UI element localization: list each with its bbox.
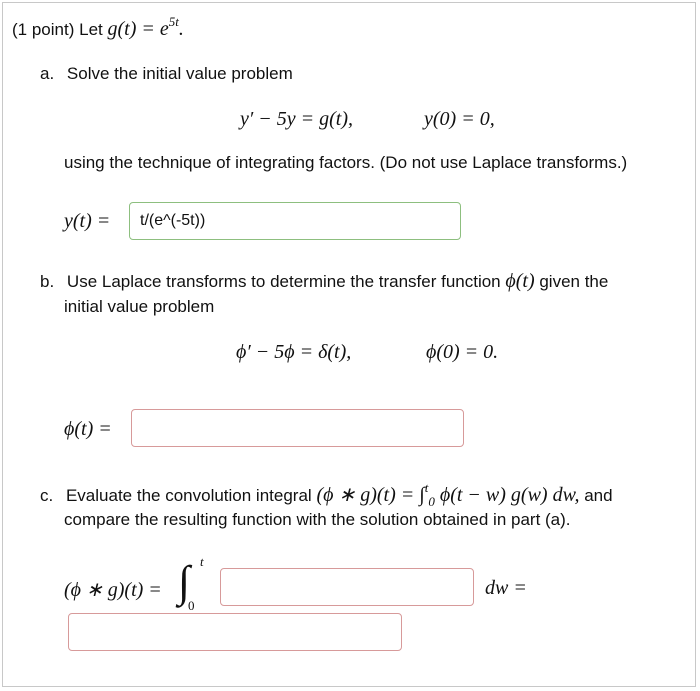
problem-header [12, 14, 184, 41]
dw-label: dw = [485, 577, 527, 599]
part-a-answer-label: y(t) = [64, 210, 111, 232]
part-b-answer-input[interactable] [131, 409, 464, 447]
part-c-letter: c. [40, 486, 54, 505]
convolution-definition: (ϕ ∗ g)(t) = ∫$^t_0$ ϕ(t − w) g(w) dw, [316, 480, 580, 509]
part-b-letter: b. [40, 272, 55, 291]
points-label: (1 point) [12, 20, 75, 39]
integral-sign: ∫ [178, 557, 191, 606]
g-definition: $g(t) = e^{5t}$. [107, 14, 184, 40]
part-a-initial-condition: y(0) = 0, [424, 108, 495, 130]
phi-of-t: ϕ(t) [505, 270, 535, 292]
part-c-integrand-input[interactable] [220, 568, 474, 606]
part-c-prompt-line2: compare the resulting function with the solution obtained in part (a). [64, 510, 571, 529]
part-b-prompt-line2: initial value problem [64, 297, 215, 316]
part-a-letter: a. [40, 64, 55, 83]
part-a-note: using the technique of integrating factors. (Do not use Laplace transforms.) [64, 153, 628, 172]
part-a-prompt [40, 64, 293, 84]
part-c-result-input[interactable] [68, 613, 402, 651]
part-b-prompt-line1: b. Use Laplace transforms to determine the transfer function ϕ(t) given the [40, 270, 609, 292]
part-c-prompt-line1: c. Evaluate the convolution integral (ϕ ∗ g)(t) = ∫$^t_0$ ϕ(t − w) g(w) dw, and [40, 480, 613, 509]
part-a-answer-input[interactable]: t/(e^(-5t)) [129, 202, 461, 240]
integral-upper-limit: t [200, 554, 204, 569]
part-c-answer-label: (ϕ ∗ g)(t) = [64, 579, 162, 601]
part-a-ode: y′ − 5y = g(t), [240, 108, 353, 130]
part-b-initial-condition: ϕ(0) = 0. [426, 341, 499, 363]
part-a-text: Solve the initial value problem [66, 64, 293, 83]
integral-lower-limit: 0 [188, 598, 195, 613]
part-b-ode: ϕ′ − 5ϕ = δ(t), [236, 341, 352, 363]
header-intro: Let [79, 20, 103, 39]
part-b-answer-label: ϕ(t) = [64, 418, 112, 440]
